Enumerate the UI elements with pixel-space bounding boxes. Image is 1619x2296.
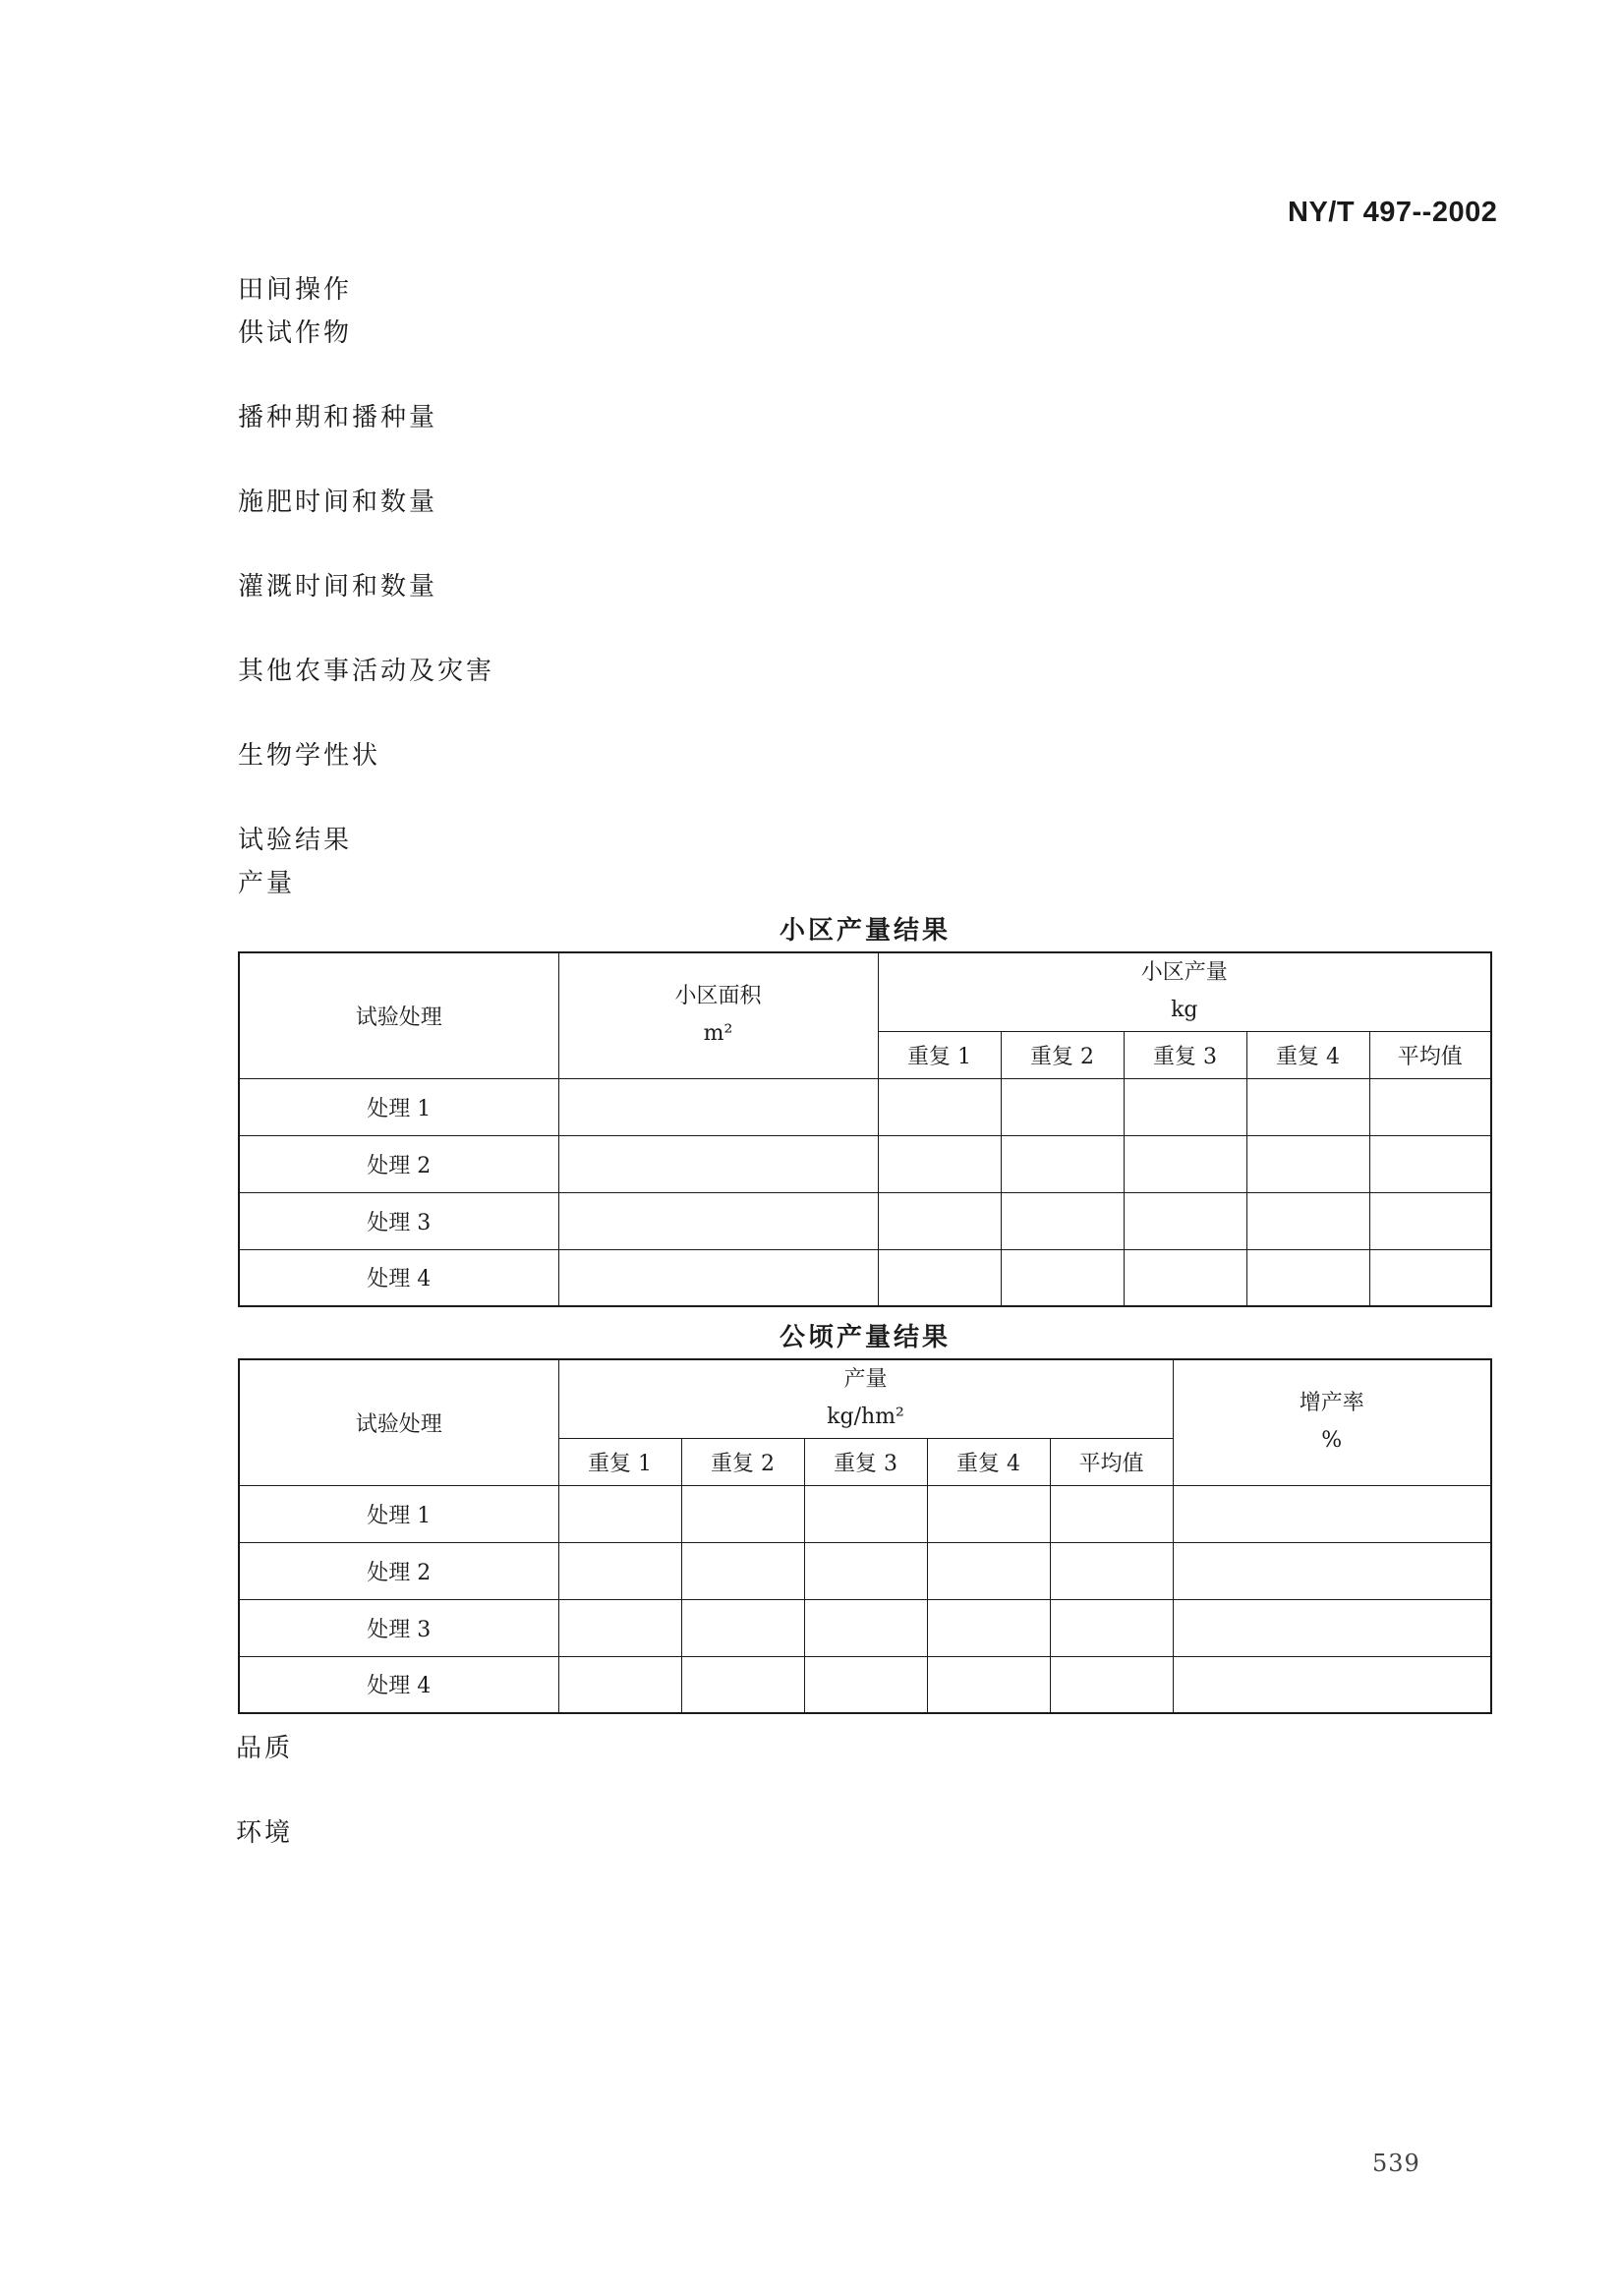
table-cell bbox=[1124, 1192, 1246, 1249]
plot-header-area bbox=[558, 952, 878, 1078]
table-cell bbox=[558, 1192, 878, 1249]
table-cell bbox=[1173, 1542, 1491, 1599]
plot-subheader: 重复 1 bbox=[878, 1031, 1001, 1078]
section-quality: 品质 bbox=[236, 1734, 294, 1763]
table-row bbox=[239, 1078, 1491, 1135]
plot-header-area-label: 小区面积 bbox=[674, 984, 762, 1009]
plot-yield-table bbox=[238, 951, 1492, 1307]
standard-code: NY/T 497--2002 bbox=[1288, 197, 1498, 228]
hectare-subheader: 重复 2 bbox=[681, 1438, 804, 1485]
section-results: 试验结果 bbox=[238, 826, 353, 855]
plot-subheader: 重复 4 bbox=[1246, 1031, 1369, 1078]
plot-table-title: 小区产量结果 bbox=[779, 916, 951, 946]
table-cell bbox=[1050, 1656, 1173, 1713]
table-cell bbox=[927, 1656, 1050, 1713]
hectare-yield-table bbox=[238, 1358, 1492, 1714]
table-cell bbox=[878, 1078, 1001, 1135]
section-irrigation: 灌溉时间和数量 bbox=[238, 572, 438, 602]
hectare-subheader: 平均值 bbox=[1050, 1438, 1173, 1485]
page-number: 539 bbox=[1372, 2150, 1420, 2177]
table-cell bbox=[1246, 1135, 1369, 1192]
hectare-header-yield-label: 产量 bbox=[843, 1367, 888, 1393]
hectare-row-label: 处理 3 bbox=[239, 1599, 558, 1656]
table-cell bbox=[1369, 1192, 1491, 1249]
table-cell bbox=[558, 1599, 681, 1656]
hectare-row-label: 处理 4 bbox=[239, 1656, 558, 1713]
table-cell bbox=[558, 1656, 681, 1713]
hectare-header-yield bbox=[558, 1359, 1173, 1438]
plot-row-label: 处理 3 bbox=[239, 1192, 558, 1249]
table-cell bbox=[1173, 1485, 1491, 1542]
table-cell bbox=[681, 1485, 804, 1542]
table-cell bbox=[927, 1542, 1050, 1599]
table-row bbox=[239, 1192, 1491, 1249]
table-cell bbox=[1001, 1078, 1124, 1135]
table-cell bbox=[1246, 1078, 1369, 1135]
section-fertilizing: 施肥时间和数量 bbox=[238, 488, 438, 517]
table-row bbox=[239, 1249, 1491, 1306]
section-other-events: 其他农事活动及灾害 bbox=[238, 657, 495, 686]
plot-row-label: 处理 1 bbox=[239, 1078, 558, 1135]
table-cell bbox=[1246, 1249, 1369, 1306]
table-cell bbox=[1369, 1135, 1491, 1192]
plot-subheader: 平均值 bbox=[1369, 1031, 1491, 1078]
hectare-header-increase-label: 增产率 bbox=[1299, 1391, 1364, 1416]
plot-row-label: 处理 2 bbox=[239, 1135, 558, 1192]
table-cell bbox=[878, 1249, 1001, 1306]
section-test-crop: 供试作物 bbox=[238, 318, 353, 348]
plot-header-yield bbox=[878, 952, 1491, 1031]
section-bio-traits: 生物学性状 bbox=[238, 741, 381, 771]
section-sowing: 播种期和播种量 bbox=[238, 403, 438, 432]
table-cell bbox=[558, 1542, 681, 1599]
plot-row-label: 处理 4 bbox=[239, 1249, 558, 1306]
table-row bbox=[239, 1542, 1491, 1599]
table-cell bbox=[1173, 1656, 1491, 1713]
table-cell bbox=[804, 1599, 927, 1656]
table-cell bbox=[1124, 1078, 1246, 1135]
table-row bbox=[239, 1485, 1491, 1542]
table-cell bbox=[804, 1542, 927, 1599]
table-cell bbox=[681, 1656, 804, 1713]
hectare-header-treatment: 试验处理 bbox=[239, 1359, 558, 1485]
table-cell bbox=[558, 1078, 878, 1135]
table-cell bbox=[1124, 1249, 1246, 1306]
hectare-row-label: 处理 2 bbox=[239, 1542, 558, 1599]
table-cell bbox=[1369, 1249, 1491, 1306]
hectare-header-yield-unit: kg/hm² bbox=[827, 1405, 904, 1430]
table-cell bbox=[558, 1135, 878, 1192]
table-cell bbox=[1246, 1192, 1369, 1249]
table-row bbox=[239, 1599, 1491, 1656]
table-row bbox=[239, 1656, 1491, 1713]
table-cell bbox=[681, 1599, 804, 1656]
hectare-table-title: 公顷产量结果 bbox=[779, 1323, 951, 1352]
plot-subheader: 重复 3 bbox=[1124, 1031, 1246, 1078]
hectare-subheader: 重复 4 bbox=[927, 1438, 1050, 1485]
hectare-subheader: 重复 1 bbox=[558, 1438, 681, 1485]
table-cell bbox=[1001, 1192, 1124, 1249]
table-cell bbox=[804, 1485, 927, 1542]
table-cell bbox=[1050, 1485, 1173, 1542]
table-cell bbox=[1001, 1249, 1124, 1306]
table-cell bbox=[1001, 1135, 1124, 1192]
table-cell bbox=[804, 1656, 927, 1713]
plot-subheader: 重复 2 bbox=[1001, 1031, 1124, 1078]
table-cell bbox=[878, 1192, 1001, 1249]
table-cell bbox=[927, 1485, 1050, 1542]
table-cell bbox=[1050, 1542, 1173, 1599]
table-cell bbox=[558, 1249, 878, 1306]
hectare-row-label: 处理 1 bbox=[239, 1485, 558, 1542]
plot-header-yield-unit: kg bbox=[1171, 998, 1198, 1023]
plot-header-treatment: 试验处理 bbox=[239, 952, 558, 1078]
table-cell bbox=[558, 1485, 681, 1542]
table-cell bbox=[681, 1542, 804, 1599]
hectare-header-increase bbox=[1173, 1359, 1491, 1485]
hectare-header-increase-unit: % bbox=[1321, 1428, 1343, 1454]
table-cell bbox=[927, 1599, 1050, 1656]
table-cell bbox=[1369, 1078, 1491, 1135]
table-cell bbox=[1050, 1599, 1173, 1656]
plot-header-area-unit: m² bbox=[703, 1021, 733, 1047]
table-row bbox=[239, 1135, 1491, 1192]
section-environment: 环境 bbox=[236, 1818, 294, 1848]
hectare-subheader: 重复 3 bbox=[804, 1438, 927, 1485]
section-yield: 产量 bbox=[238, 869, 296, 898]
table-cell bbox=[1124, 1135, 1246, 1192]
table-cell bbox=[878, 1135, 1001, 1192]
plot-header-yield-label: 小区产量 bbox=[1140, 960, 1228, 986]
section-field-operations: 田间操作 bbox=[238, 275, 353, 305]
table-cell bbox=[1173, 1599, 1491, 1656]
